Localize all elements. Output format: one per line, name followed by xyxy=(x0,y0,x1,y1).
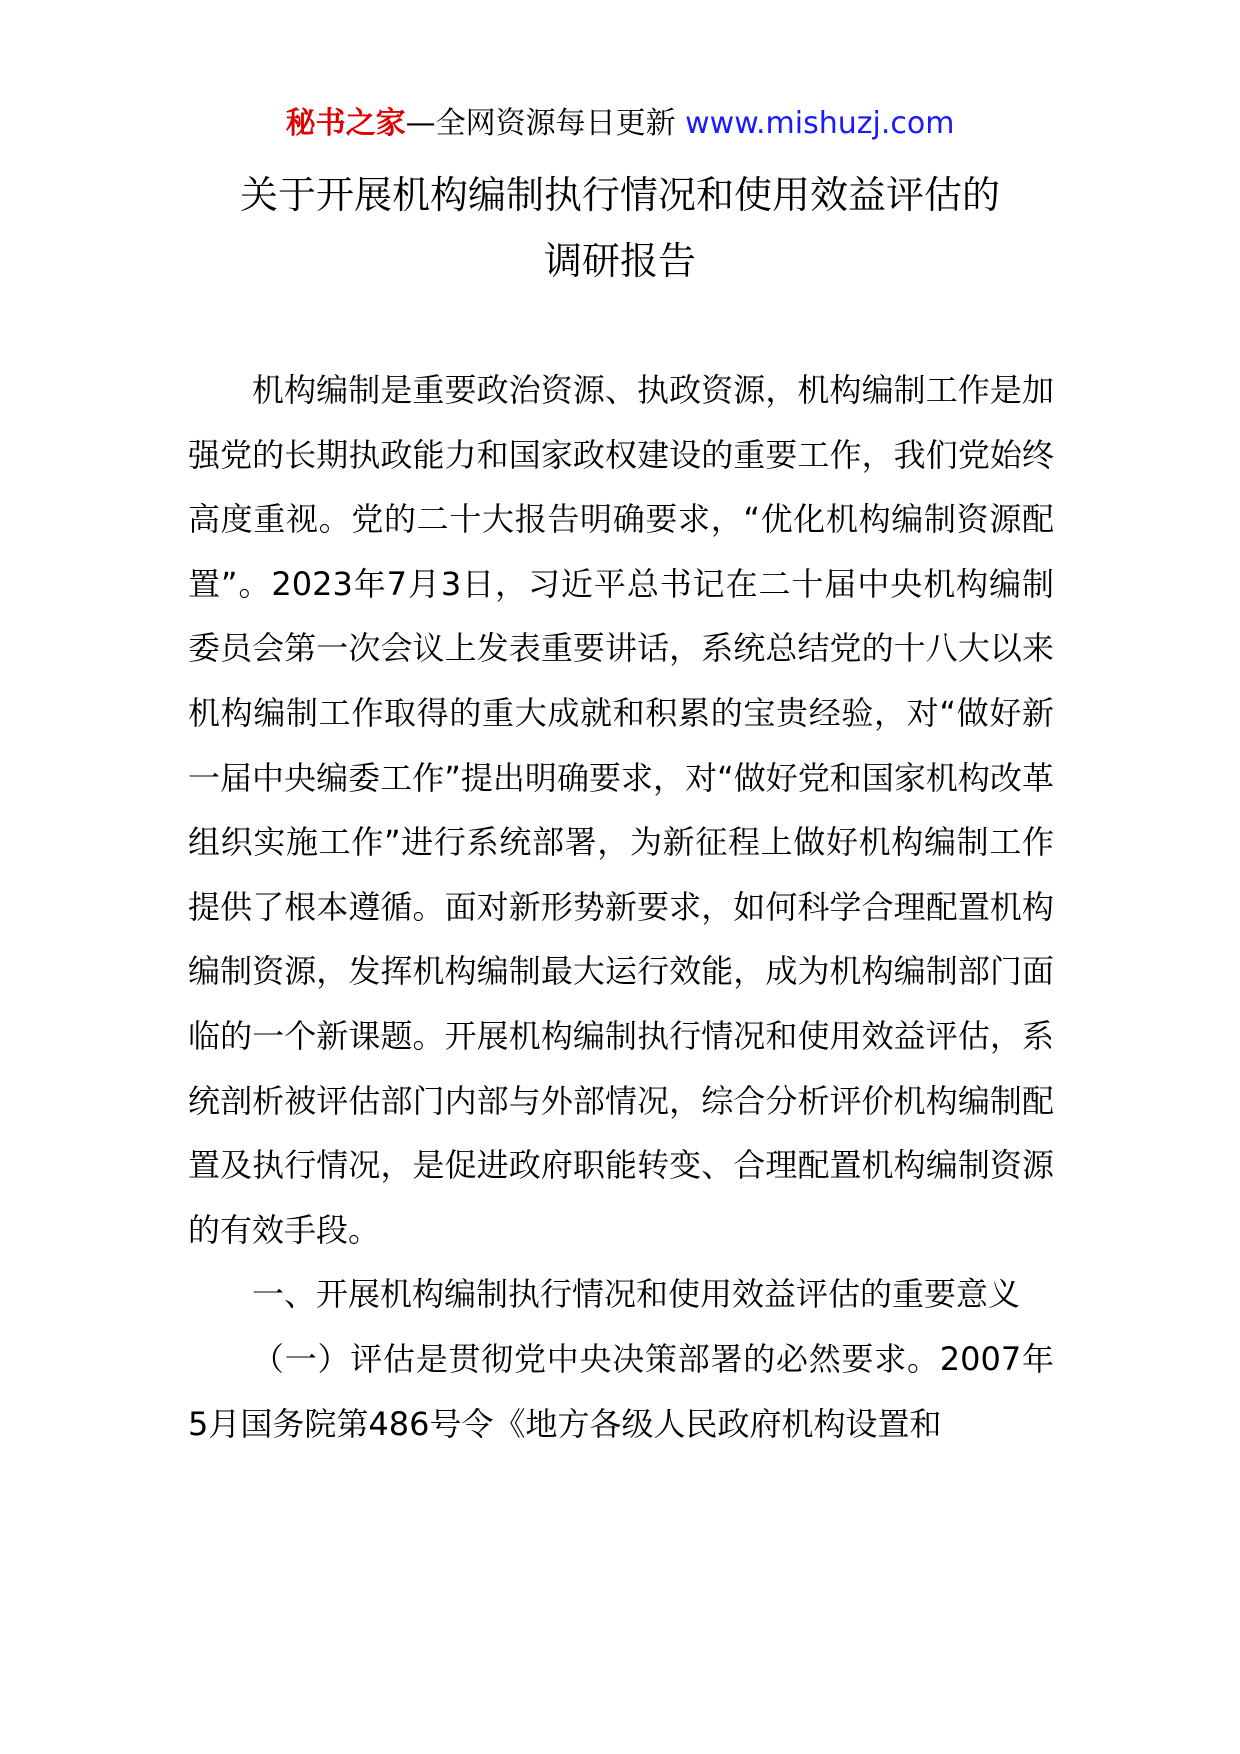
paragraph-subsection-1: （一）评估是贯彻党中央决策部署的必然要求。2007年5月国务院第486号令《地方各级人民政府机构设置和 xyxy=(188,1339,1054,1443)
section-heading-1: 一、开展机构编制执行情况和使用效益评估的重要意义 xyxy=(252,1275,1021,1314)
header-tagline: —全网资源每日更新 xyxy=(405,106,686,141)
paragraph-intro: 机构编制是重要政治资源、执政资源，机构编制工作是加强党的长期执政能力和国家政权建设的重要工作，我们党始终高度重视。党的二十大报告明确要求，“优化机构编制资源配置”。2023年7月3日，习近平总书记在二十届中央机构编制委员会第一次会议上发表重要讲话，系统总结党的十八大以来机构编制工作取得的重大成就和积累的宝贵经验，对“做好新一届中央编委工作”提出明确要求，对“做好党和国家机构改革组织实施工作”进行系统部署，为新征程上做好机构编制工作提供了根本遵循。面对新形势新要求，如何科学合理配置机构编制资源，发挥机构编制最大运行效能，成为机构编制部门面临的一个新课题。开展机构编制执行情况和使用效益评估，系统剖析被评估部门内部与外部情况，综合分析评价机构编制配置及执行情况，是促进政府职能转变、合理配置机构编制资源的有效手段。 xyxy=(188,371,1054,1249)
page-header xyxy=(0,104,1240,144)
document-body xyxy=(188,358,1054,1456)
title-line-1: 关于开展机构编制执行情况和使用效益评估的 xyxy=(239,173,1000,217)
website-link[interactable]: www.mishuzj.com xyxy=(685,106,955,141)
document-title xyxy=(0,162,1240,294)
brand-name: 秘书之家 xyxy=(285,106,406,141)
title-line-2: 调研报告 xyxy=(543,239,696,283)
